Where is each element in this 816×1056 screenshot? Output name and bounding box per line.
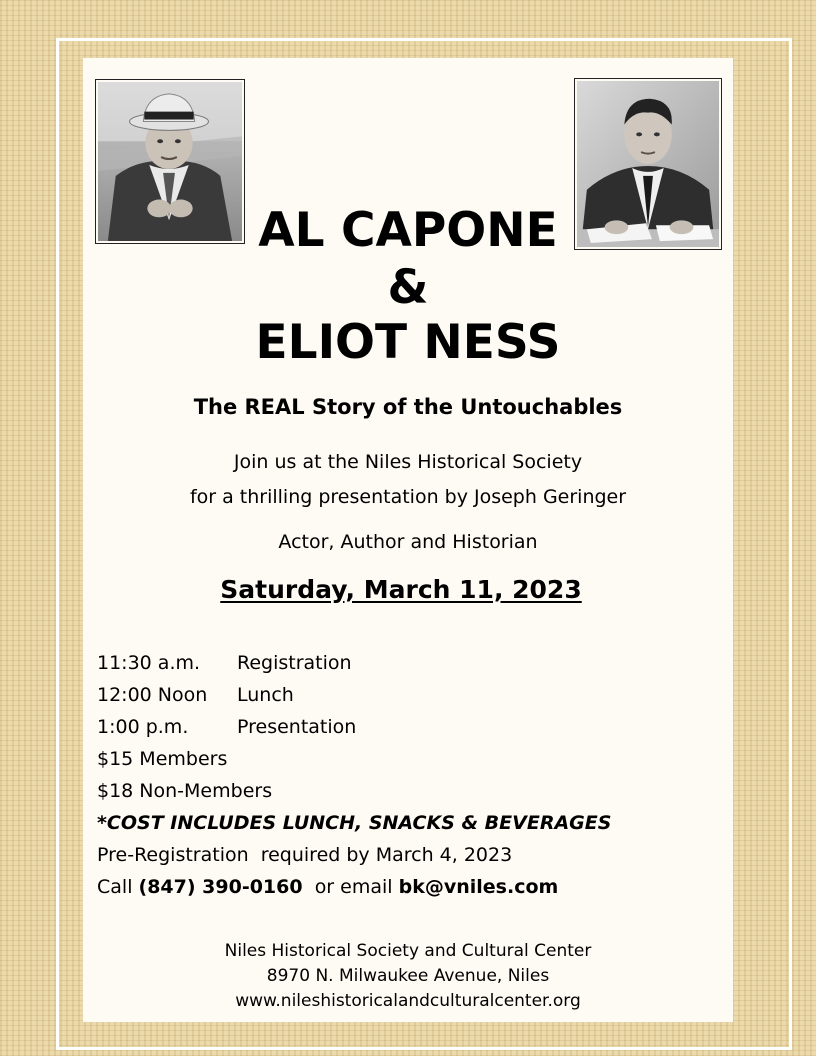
schedule-event: Presentation [237, 716, 357, 738]
headline-ampersand: & [387, 260, 429, 315]
event-date: Saturday, March 11, 2023 [220, 575, 582, 604]
schedule-row [97, 650, 697, 682]
schedule-event: Registration [237, 652, 352, 674]
footer [100, 939, 716, 1014]
schedule-event: Lunch [237, 684, 294, 706]
registration-deadline: Pre-Registration required by March 4, 2023 [97, 844, 513, 866]
schedule-row [97, 714, 697, 746]
schedule-time: 11:30 a.m. [97, 652, 201, 674]
intro-line-2: for a thrilling presentation by Joseph Geringer [189, 486, 627, 508]
subtitle: The REAL Story of the Untouchables [193, 395, 623, 419]
headline-eliot-ness: ELIOT NESS [255, 315, 561, 370]
event-details [97, 650, 697, 906]
price-members: $15 Members [97, 748, 228, 770]
presenter-role: Actor, Author and Historian [278, 531, 538, 553]
footer-org: Niles Historical Society and Cultural Center [224, 941, 592, 961]
phone-number[interactable]: (847) 390-0160 [138, 876, 303, 898]
call-label: Call [97, 876, 133, 898]
cost-note: *COST INCLUDES LUNCH, SNACKS & BEVERAGES [97, 812, 612, 834]
email-label: or email [314, 876, 393, 898]
schedule-row [97, 682, 697, 714]
email-address[interactable]: bk@vniles.com [398, 876, 559, 898]
schedule-time: 12:00 Noon [97, 684, 208, 706]
footer-website[interactable]: www.nileshistoricalandculturalcenter.org [235, 991, 581, 1011]
headline-al-capone: AL CAPONE [258, 203, 558, 258]
contact-line [97, 874, 697, 906]
intro-line-1: Join us at the Niles Historical Society [233, 451, 583, 473]
footer-address: 8970 N. Milwaukee Avenue, Niles [266, 966, 550, 986]
schedule-time: 1:00 p.m. [97, 716, 189, 738]
price-non-members: $18 Non-Members [97, 780, 273, 802]
